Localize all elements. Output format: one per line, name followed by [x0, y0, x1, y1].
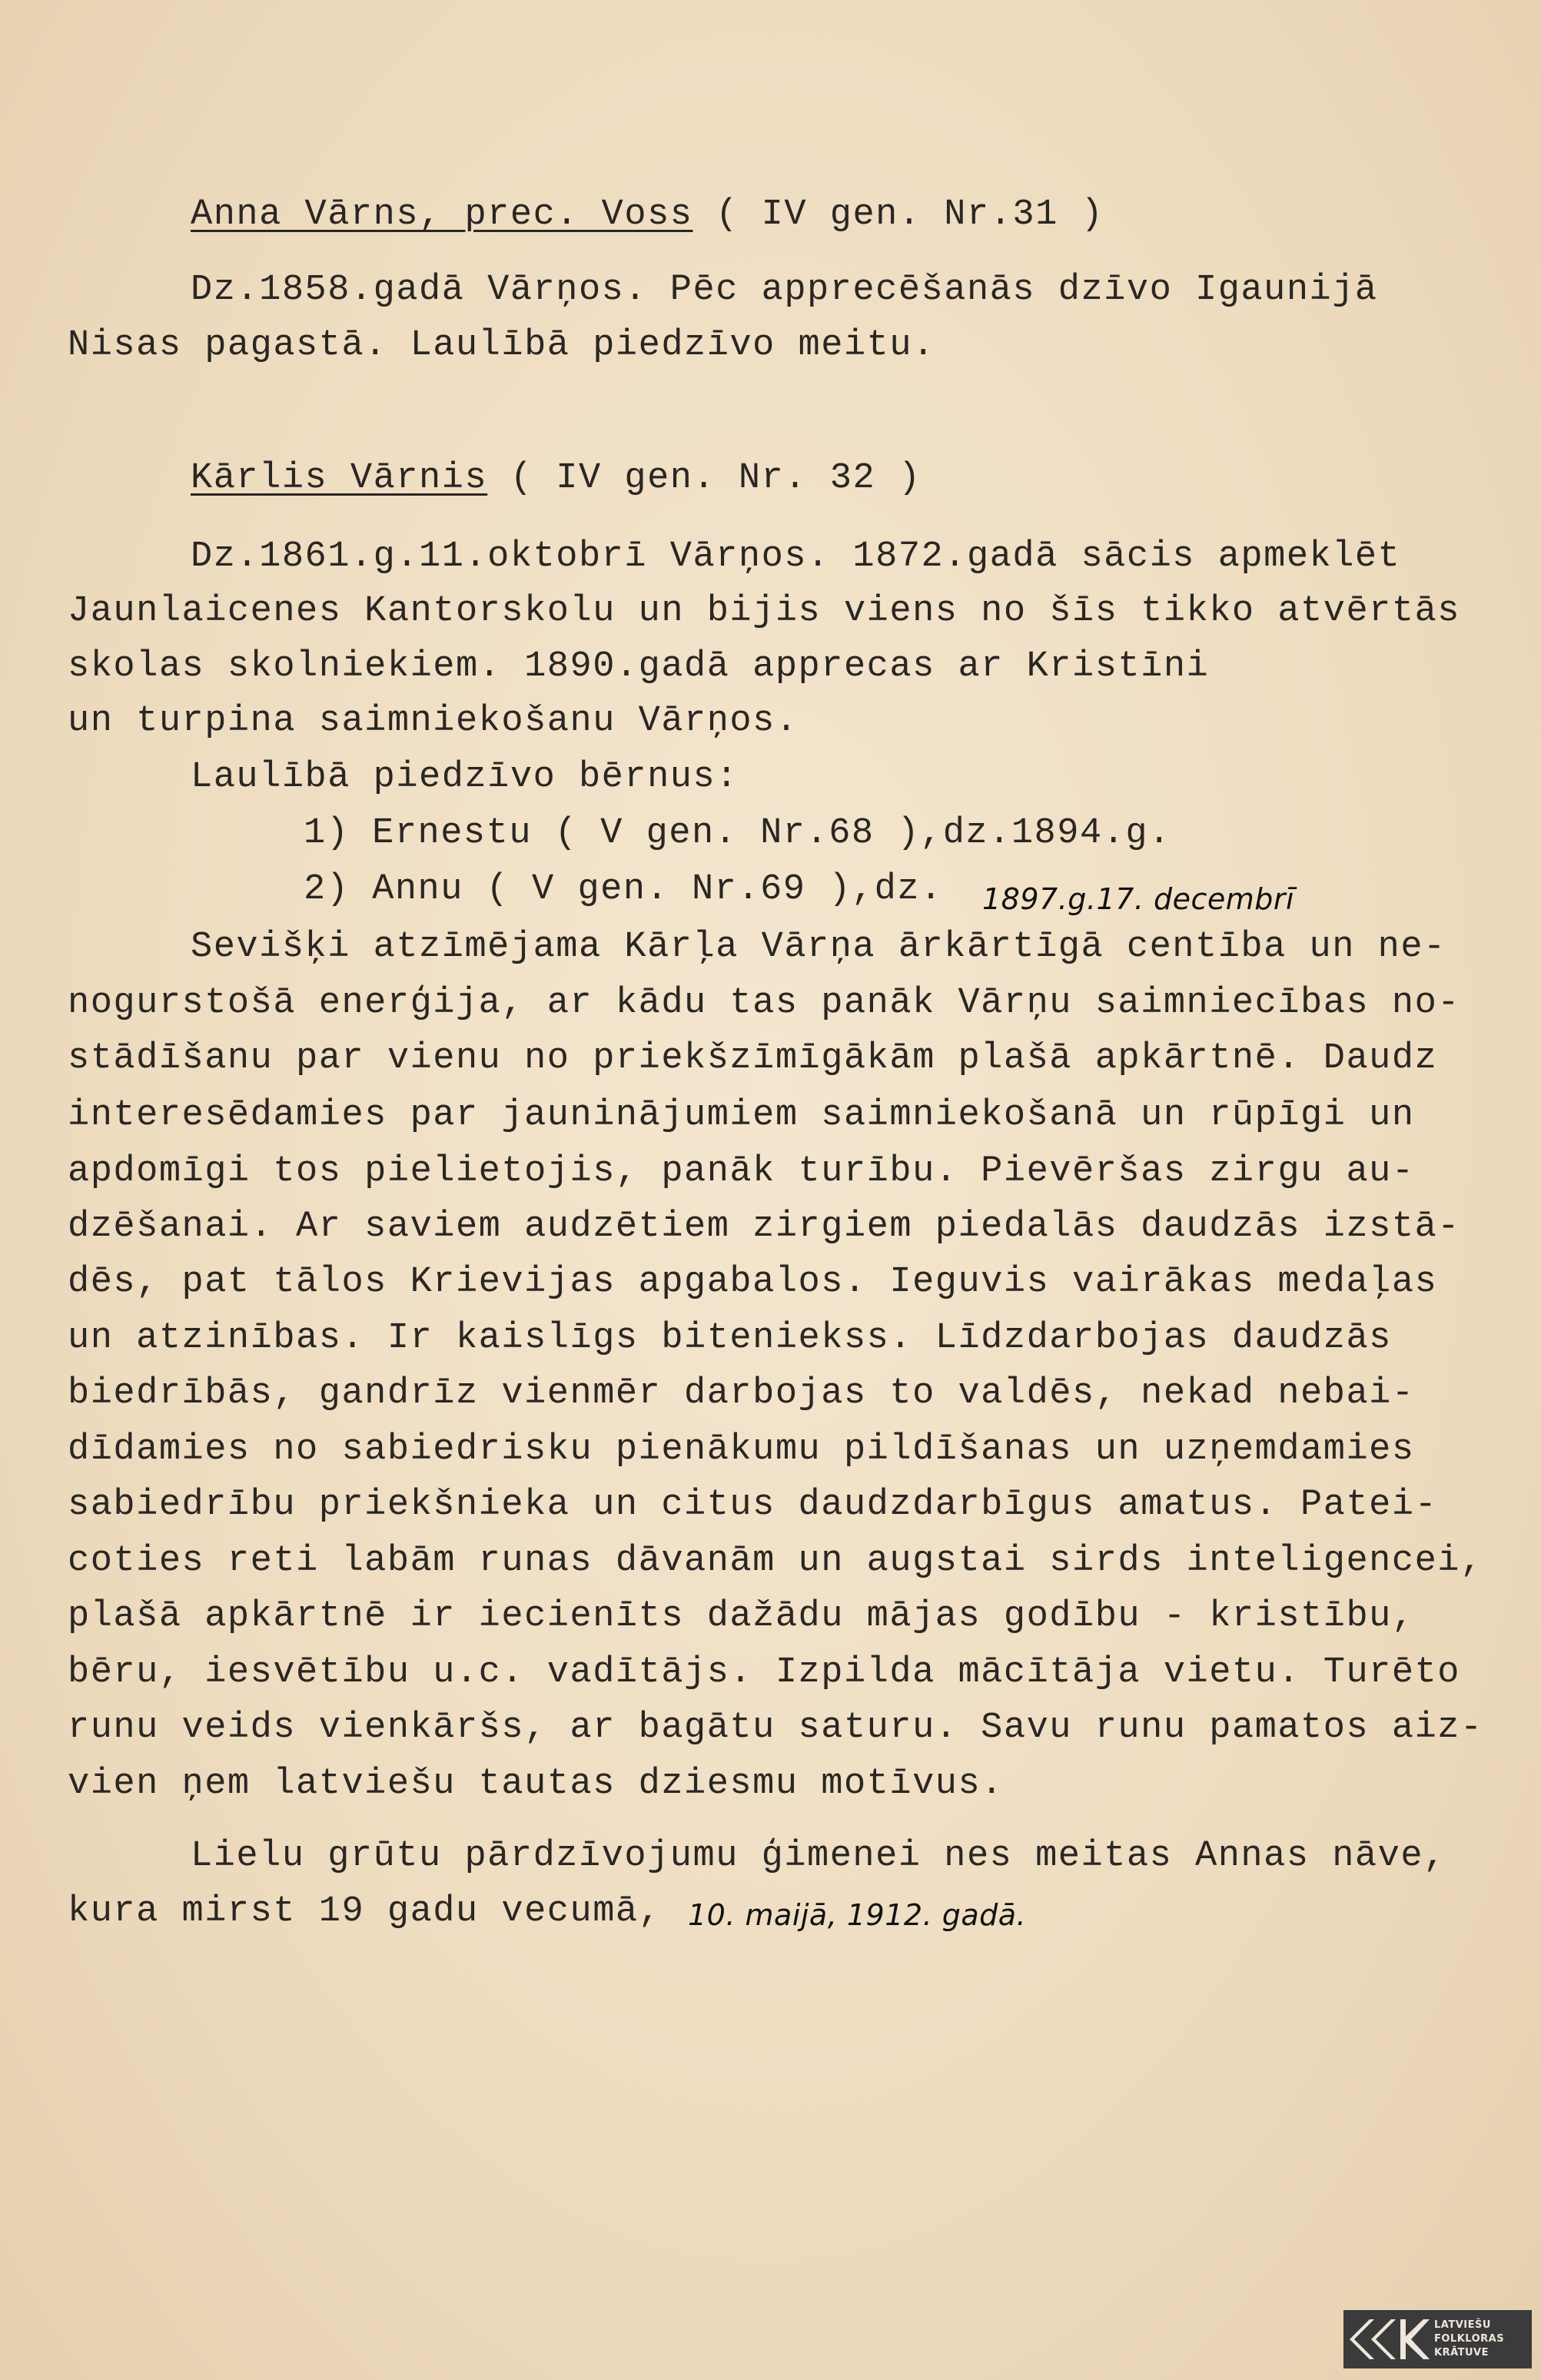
entry2-line: un atzinības. Ir kaislīgs biteniekss. Līdzdarbojas daudzās: [68, 1318, 1392, 1359]
entry2-child-1: 1) Ernestu ( V gen. Nr.68 ),dz.1894.g.: [304, 813, 1171, 854]
entry2-line: un turpina saimniekošanu Vārņos.: [68, 701, 799, 742]
entry2-line: plašā apkārtnē ir iecienīts dažādu mājas godību - kristību,: [68, 1596, 1415, 1637]
entry1-heading: [191, 194, 1104, 237]
entry2-line: stādīšanu par vienu no priekšzīmīgākām plašā apkārtnē. Daudz: [68, 1038, 1438, 1079]
entry2-line: Lielu grūtu pārdzīvojumu ģimenei nes meitas Annas nāve,: [191, 1836, 1446, 1877]
archive-name: [1434, 2319, 1504, 2360]
entry2-heading-name: Kārlis Vārnis: [191, 458, 488, 499]
entry2-line: biedrībās, gandrīz vienmēr darbojas to valdēs, nekad nebai-: [68, 1373, 1415, 1414]
entry1-heading-ref: ( IV gen. Nr.31 ): [692, 194, 1104, 235]
entry2-line: dīdamies no sabiedrisku pienākumu pildīšanas un uzņemdamies: [68, 1429, 1415, 1470]
entry2-line: apdomīgi tos pielietojis, panāk turību. Pievēršas zirgu au-: [68, 1151, 1415, 1192]
entry2-line: bēru, iesvētību u.c. vadītājs. Izpilda mācītāja vietu. Turēto: [68, 1652, 1460, 1693]
entry1-heading-name: Anna Vārns, prec. Voss: [191, 194, 693, 235]
entry1-line: Nisas pagastā. Laulībā piedzīvo meitu.: [68, 325, 935, 366]
entry2-line: coties reti labām runas dāvanām un augstai sirds inteligencei,: [68, 1541, 1483, 1582]
entry2-line: Jaunlaicenes Kantorskolu un bijis viens no šīs tikko atvērtās: [68, 591, 1460, 632]
entry2-line: skolas skolniekiem. 1890.gadā apprecas ar Kristīni: [68, 646, 1210, 687]
entry1-line: Dz.1858.gadā Vārņos. Pēc apprecēšanās dzīvo Igaunijā: [191, 270, 1378, 310]
archive-name-line1: LATVIEŠU: [1434, 2319, 1491, 2331]
entry2-line: interesēdamies par jauninājumiem saimniekošanā un rūpīgi un: [68, 1095, 1415, 1136]
archive-name-line2: FOLKLORAS: [1434, 2333, 1505, 2345]
entry2-line: Sevišķi atzīmējama Kārļa Vārņa ārkārtīgā centība un ne-: [191, 927, 1446, 968]
entry2-heading: [191, 457, 922, 500]
entry2-line: nogurstošā enerģija, ar kādu tas panāk Vārņu saimniecības no-: [68, 983, 1460, 1024]
entry2-line: vien ņem latviešu tautas dziesmu motīvus.: [68, 1764, 1004, 1804]
entry2-line: sabiedrību priekšnieka un citus daudzdarbīgus amatus. Patei-: [68, 1485, 1438, 1525]
entry2-line: Dz.1861.g.11.oktobrī Vārņos. 1872.gadā sācis apmeklēt: [191, 536, 1401, 577]
entry2-line: kura mirst 19 gadu vecumā,: [68, 1891, 662, 1932]
entry2-line: Laulībā piedzīvo bērnus:: [191, 757, 739, 798]
archive-watermark-logo: [1343, 2310, 1532, 2368]
entry2-line: dēs, pat tālos Krievijas apgabalos. Ieguvis vairākas medaļas: [68, 1262, 1438, 1303]
entry2-line: runu veids vienkāršs, ar bagātu saturu. Savu runu pamatos aiz-: [68, 1708, 1483, 1748]
entry2-heading-ref: ( IV gen. Nr. 32 ): [487, 458, 922, 499]
entry2-child-2: 2) Annu ( V gen. Nr.69 ),dz.: [304, 869, 943, 910]
handwritten-death-date: 10. maijā, 1912. gadā.: [688, 1898, 1027, 1932]
archive-name-line3: KRĀTUVE: [1434, 2347, 1490, 2358]
handwritten-birth-date: 1897.g.17. decembrī: [982, 882, 1295, 916]
entry2-line: dzēšanai. Ar saviem audzētiem zirgiem piedalās daudzās izstā-: [68, 1207, 1460, 1247]
lfk-logo-icon: [1343, 2310, 1434, 2368]
